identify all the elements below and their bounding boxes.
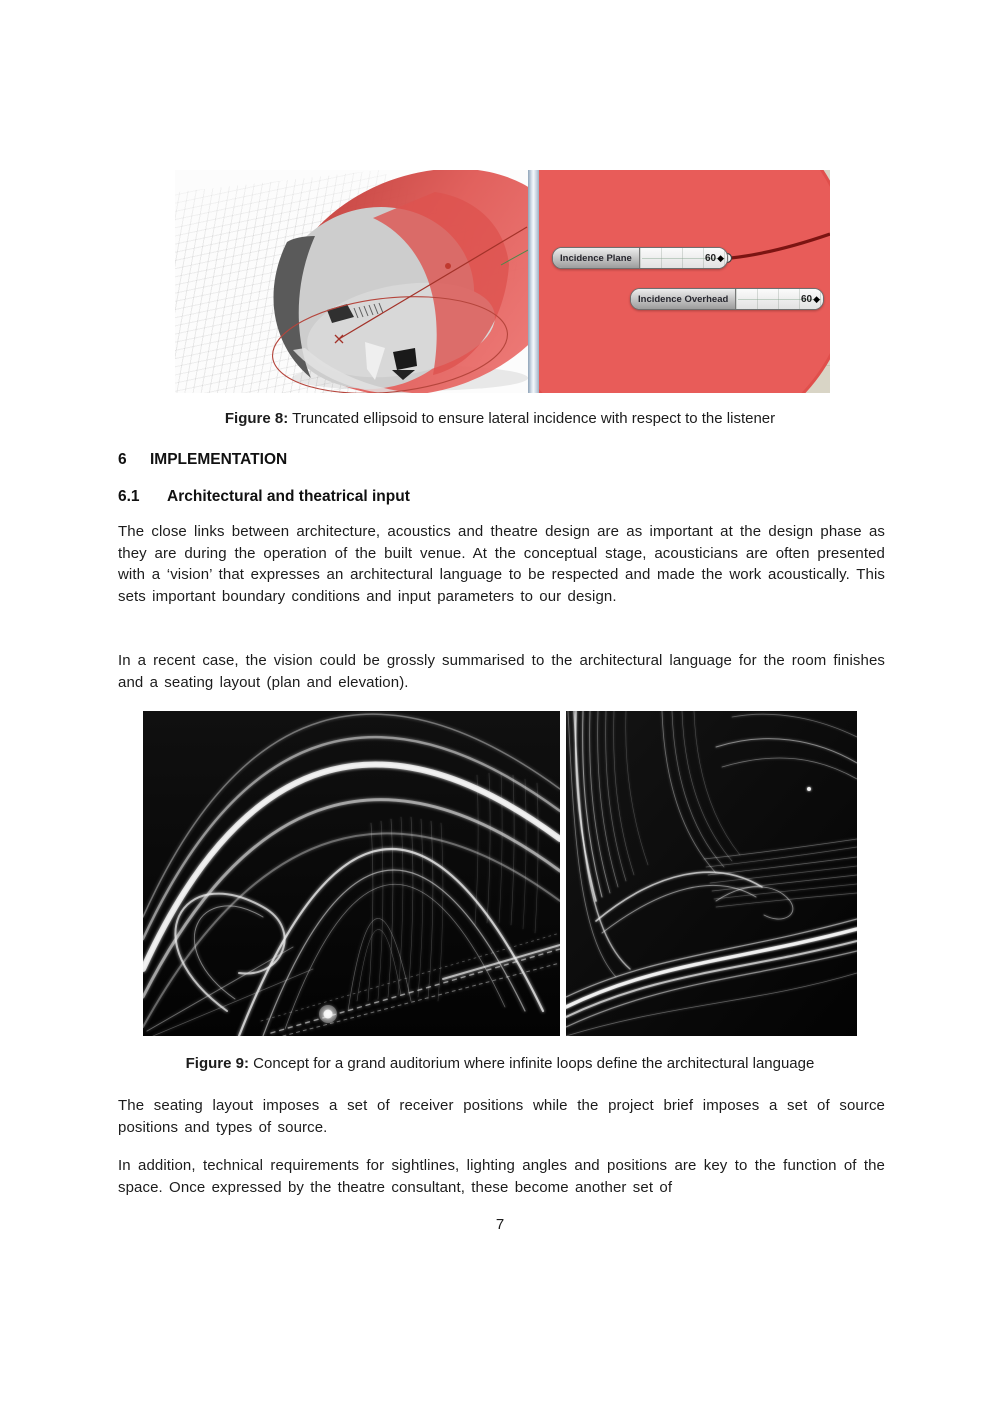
subsection-heading xyxy=(118,487,410,507)
slider-track xyxy=(736,289,823,309)
page-number: 7 xyxy=(495,1216,505,1233)
paragraph-4: In addition, technical requirements for sightlines, lighting angles and positions are key to the function of the space. Once expressed by the theatre consultant, these become another set of xyxy=(118,1157,885,1196)
subsection-title: Architectural and theatrical input xyxy=(167,488,410,505)
slider-grip-icon: ◆ xyxy=(813,293,820,304)
slider-grip-icon: ◆ xyxy=(717,252,724,263)
grasshopper-canvas xyxy=(539,170,830,393)
rhino-3d-viewport xyxy=(175,170,528,393)
figure-9-caption xyxy=(0,1053,1000,1074)
panel-divider xyxy=(528,170,539,393)
section-number: 6 xyxy=(118,451,127,468)
slider-label: Incidence Overhead xyxy=(631,289,736,309)
incidence-circle-graphic xyxy=(539,170,830,393)
slider-value: 60 xyxy=(704,252,717,264)
figure-8-image xyxy=(175,170,830,393)
subsection-number: 6.1 xyxy=(118,488,140,505)
section-title: IMPLEMENTATION xyxy=(150,451,288,468)
slider-label: Incidence Plane xyxy=(553,248,640,268)
auditorium-loops-render-right xyxy=(566,711,857,1036)
auditorium-loops-render-left xyxy=(143,711,560,1036)
incidence-plane-slider xyxy=(552,247,728,269)
figure-8-caption xyxy=(0,408,1000,429)
slider-track xyxy=(640,248,727,268)
paragraph-1: The close links between architecture, acoustics and theatre design are as important at the design phase as they are during the operation of the built venue. At the conceptual stage, acousticians are often presented with a ‘vision’ that expresses an architectural language to be respected and made the work acoustically. This sets important boundary conditions and input parameters to our design. xyxy=(118,523,885,605)
slider-value: 60 xyxy=(800,293,813,305)
incidence-overhead-slider xyxy=(630,288,824,310)
figure-9-caption-label: Figure 9: xyxy=(185,1055,249,1072)
paragraph-3: The seating layout imposes a set of receiver positions while the project brief imposes a set of source positions and types of source. xyxy=(118,1097,885,1136)
figure-9-caption-text: Concept for a grand auditorium where infinite loops define the architectural language xyxy=(248,1055,815,1072)
figure-9-left-image xyxy=(143,711,560,1036)
paragraph-2: In a recent case, the vision could be grossly summarised to the architectural language for the room finishes and a seating layout (plan and elevation). xyxy=(118,652,885,691)
figure-8-caption-text: Truncated ellipsoid to ensure lateral incidence with respect to the listener xyxy=(288,410,776,427)
figure-8-caption-label: Figure 8: xyxy=(224,410,289,427)
figure-9-right-image xyxy=(566,711,857,1036)
section-heading xyxy=(118,450,287,470)
truncated-ellipsoid-render xyxy=(175,170,528,393)
